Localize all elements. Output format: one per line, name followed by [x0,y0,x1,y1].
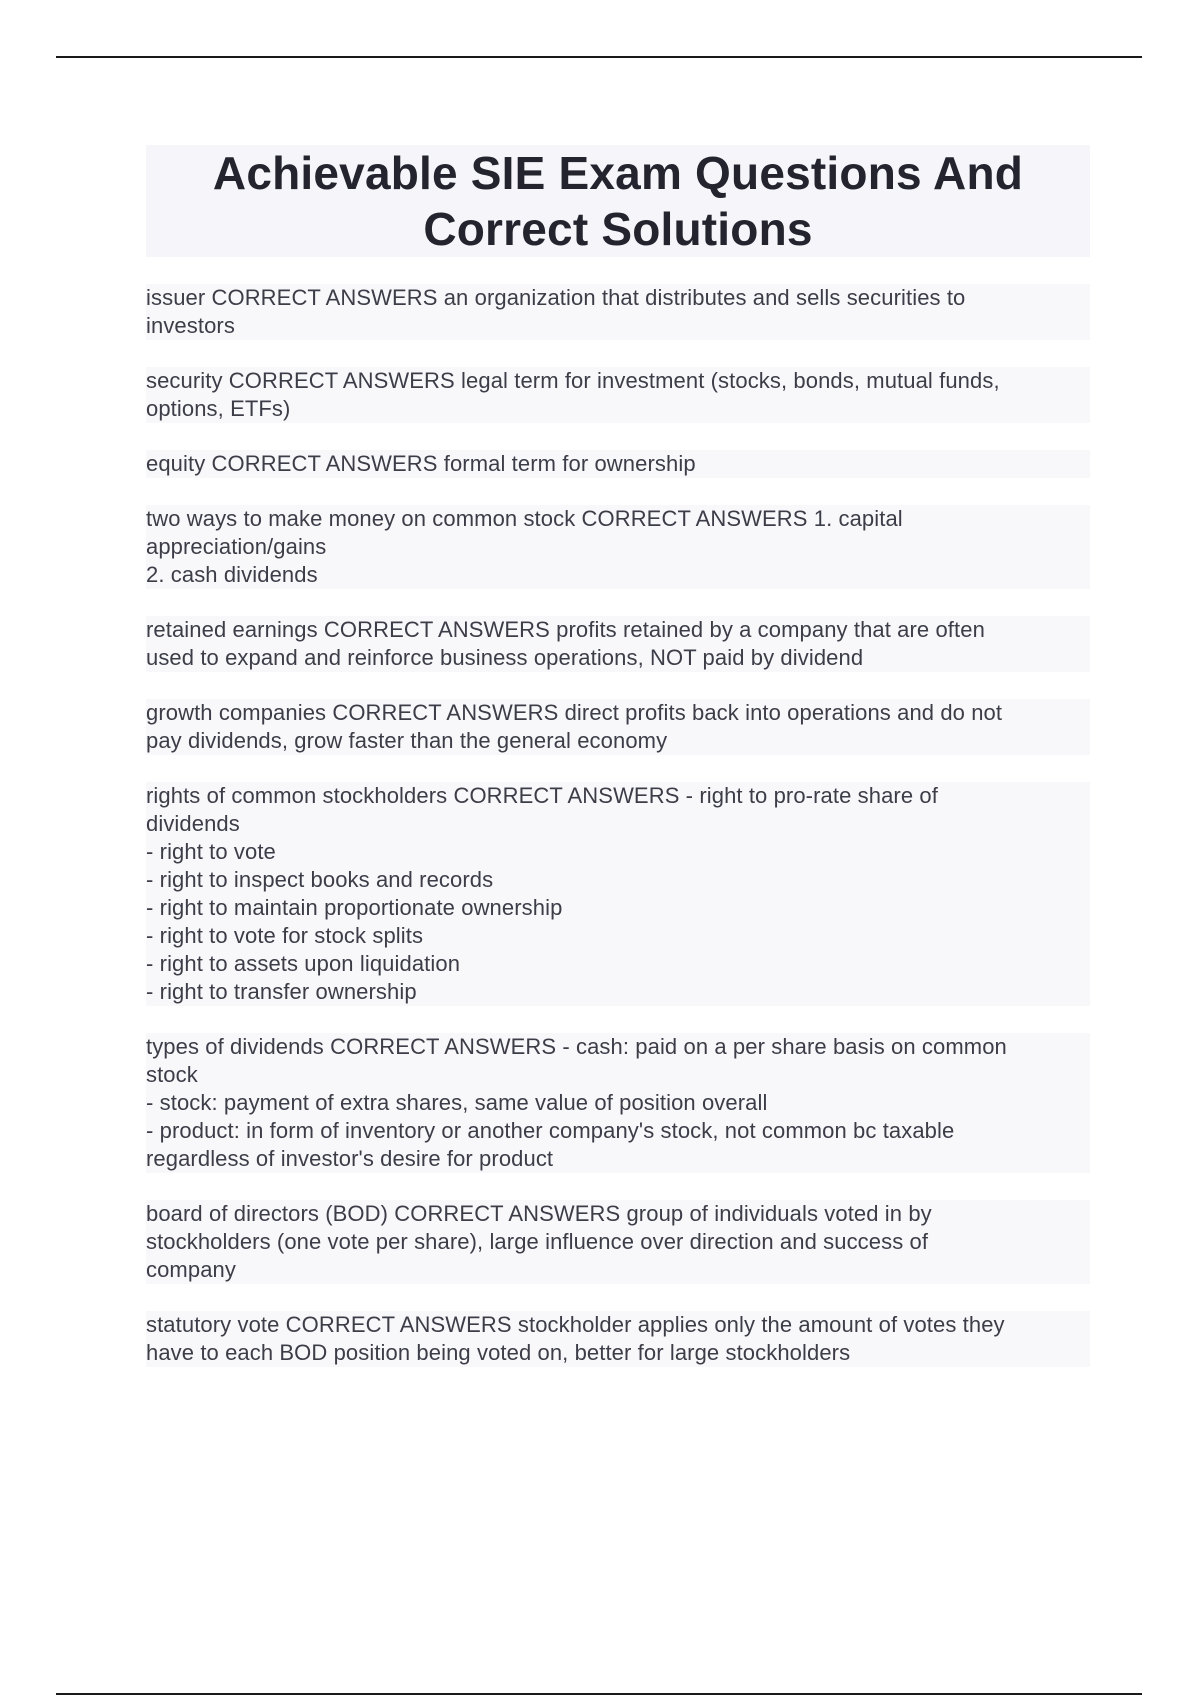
qa-entry-line: regardless of investor's desire for product [146,1146,554,1171]
qa-entry [146,450,1090,478]
qa-entry-line: investors [146,313,235,338]
qa-entry-line: board of directors (BOD) CORRECT ANSWERS group of individuals voted in by [146,1201,932,1226]
qa-entry-line: - product: in form of inventory or another company's stock, not common bc taxable [146,1118,955,1143]
qa-entry-line: stockholders (one vote per share), large influence over direction and success of [146,1229,929,1254]
title-line: Achievable SIE Exam Questions And [212,147,1024,199]
qa-entry-line: dividends [146,811,240,836]
qa-entry [146,782,1090,1006]
qa-entry-line: company [146,1257,236,1282]
page-title [213,145,1023,257]
qa-entry-line: - right to maintain proportionate ownership [146,895,563,920]
qa-entry-line: statutory vote CORRECT ANSWERS stockholder applies only the amount of votes they [146,1312,1005,1337]
title-banner [146,145,1090,257]
qa-entry-line: 2. cash dividends [146,562,318,587]
qa-entry-line: - right to transfer ownership [146,979,417,1004]
qa-entry-line: retained earnings CORRECT ANSWERS profits retained by a company that are often [146,617,985,642]
qa-entry-line: growth companies CORRECT ANSWERS direct profits back into operations and do not [146,700,1003,725]
qa-entry-line: appreciation/gains [146,534,327,559]
qa-entry-line: stock [146,1062,198,1087]
qa-entry-line: - right to vote for stock splits [146,923,424,948]
qa-entries [146,284,1090,1394]
qa-entry-line: - stock: payment of extra shares, same value of position overall [146,1090,768,1115]
qa-entry [146,1033,1090,1173]
qa-entry [146,1311,1090,1367]
qa-entry-line: - right to assets upon liquidation [146,951,461,976]
qa-entry-line: used to expand and reinforce business operations, NOT paid by dividend [146,645,864,670]
qa-entry-line: options, ETFs) [146,396,291,421]
qa-entry-line: issuer CORRECT ANSWERS an organization that distributes and sells securities to [146,285,966,310]
title-line: Correct Solutions [423,203,813,255]
qa-entry-line: equity CORRECT ANSWERS formal term for ownership [146,451,696,476]
qa-entry-line: - right to vote [146,839,276,864]
qa-entry-line: have to each BOD position being voted on, better for large stockholders [146,1340,851,1365]
qa-entry-line: rights of common stockholders CORRECT ANSWERS - right to pro-rate share of [146,783,938,808]
qa-entry [146,505,1090,589]
qa-entry-line: security CORRECT ANSWERS legal term for investment (stocks, bonds, mutual funds, [146,368,1000,393]
qa-entry [146,284,1090,340]
qa-entry-line: pay dividends, grow faster than the general economy [146,728,668,753]
top-rule [56,56,1142,58]
qa-entry [146,699,1090,755]
qa-entry [146,1200,1090,1284]
bottom-rule [56,1693,1142,1695]
qa-entry-line: two ways to make money on common stock CORRECT ANSWERS 1. capital [146,506,903,531]
qa-entry [146,616,1090,672]
qa-entry [146,367,1090,423]
qa-entry-line: - right to inspect books and records [146,867,494,892]
qa-entry-line: types of dividends CORRECT ANSWERS - cash: paid on a per share basis on common [146,1034,1007,1059]
